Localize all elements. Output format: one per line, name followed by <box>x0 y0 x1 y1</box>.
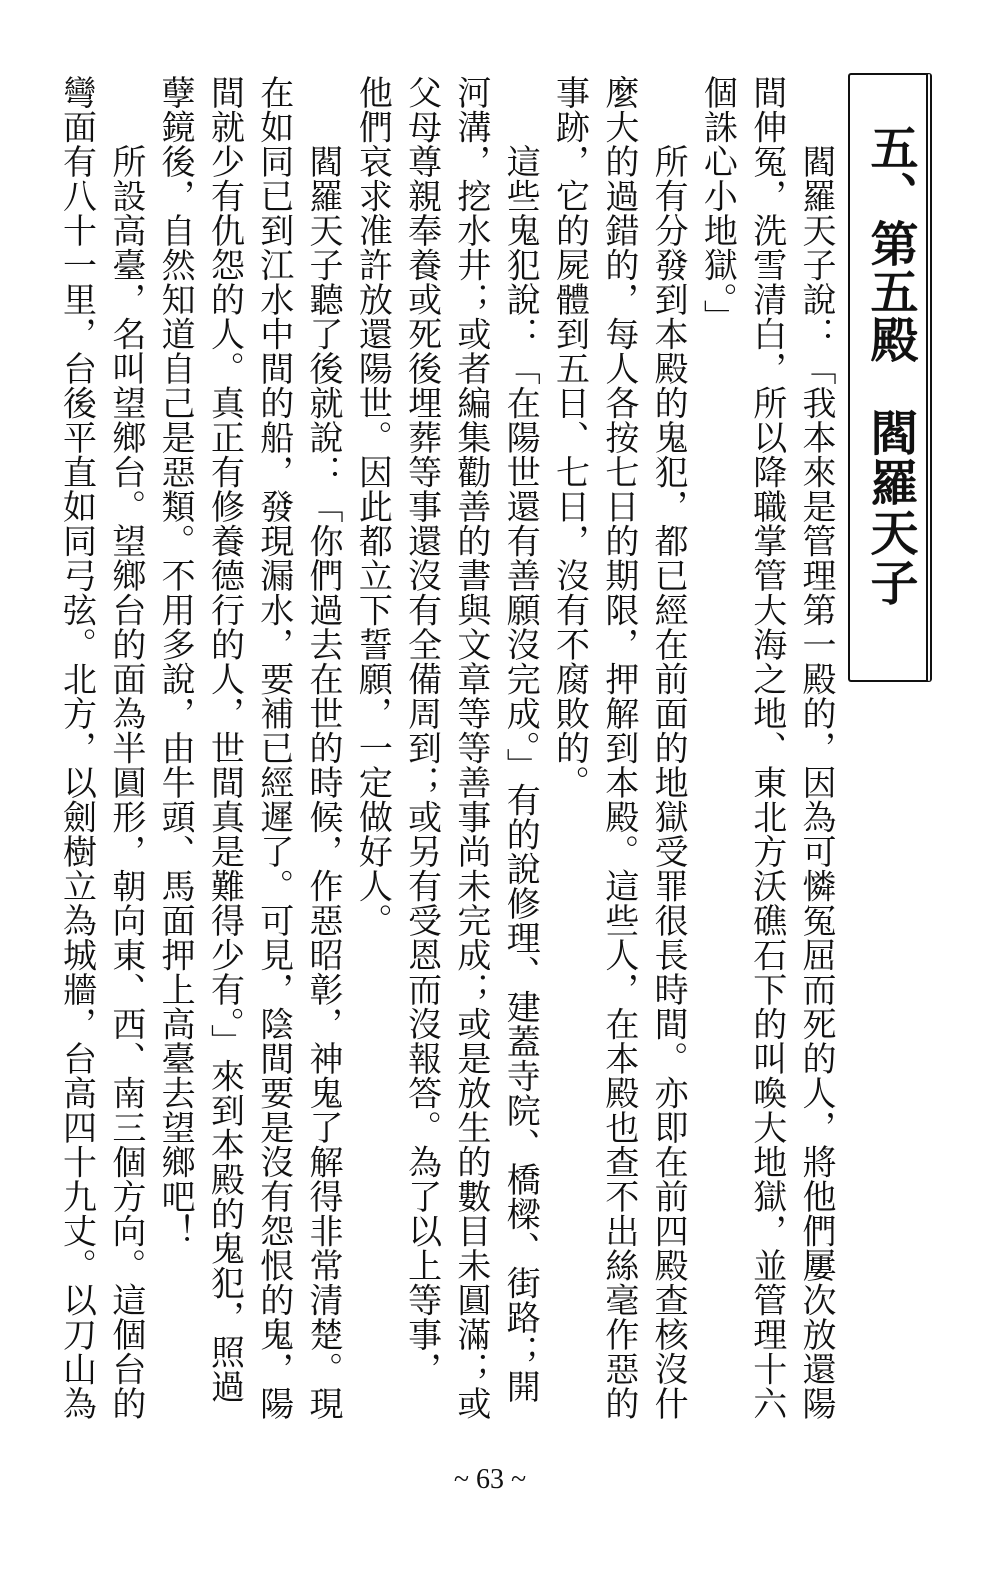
text-column: 孽鏡後，自然知道自己是惡類。不用多說，由牛頭、馬面押上高臺去望鄉吧！ <box>155 75 196 1248</box>
text-column: 這些鬼犯說：「在陽世還有善願沒完成。」有的說修理、建蓋寺院、橋樑、街路；開 <box>500 144 541 1404</box>
text-column: 所有分發到本殿的鬼犯，都已經在前面的地獄受罪很長時間。亦即在前四殿查核沒什 <box>648 144 689 1421</box>
text-column: 間伸冤，洗雪清白，所以降職掌管大海之地、東北方沃礁石下的叫喚大地獄，並管理十六 <box>746 75 787 1421</box>
paragraph-5 <box>51 75 150 1425</box>
chapter-number-title: 五、第五殿 <box>862 123 918 363</box>
body-text <box>50 75 840 1425</box>
paragraph-3 <box>347 75 544 1425</box>
chapter-title-box <box>848 73 932 682</box>
paragraph-4 <box>150 75 347 1425</box>
text-column: 他們哀求准許放還陽世。因此都立下誓願，一定做好人。 <box>352 75 393 938</box>
chapter-name-title: 閻羅天子 <box>862 408 918 608</box>
text-column: 在如同已到江水中間的船，發現漏水，要補已經遲了。可見，陰間要是沒有怨恨的鬼，陽 <box>253 75 294 1421</box>
text-column: 河溝，挖水井；或者編集勸善的書與文章等等善事尚未完成；或是放生的數目未圓滿；或 <box>450 75 491 1421</box>
text-column: 間就少有仇怨的人。真正有修養德行的人，世間真是難得少有。」來到本殿的鬼犯，照過 <box>204 75 245 1404</box>
text-column: 事跡，它的屍體到五日、七日，沒有不腐敗的。 <box>549 75 590 800</box>
page-number: ~ 63 ~ <box>453 1464 527 1495</box>
text-column: 閻羅天子說：「我本來是管理第一殿的，因為可憐冤屈而死的人，將他們屢次放還陽 <box>796 144 836 1421</box>
text-column: 個誅心小地獄。」 <box>697 75 738 334</box>
text-column: 所設高臺，名叫望鄉台。望鄉台的面為半圓形，朝向東、西、南三個方向。這個台的 <box>105 144 146 1421</box>
paragraph-2 <box>544 75 692 1425</box>
text-column: 閻羅天子聽了後就說：「你們過去在世的時候，作惡昭彰，神鬼了解得非常清楚。現 <box>303 144 344 1421</box>
text-column: 麼大的過錯的，每人各按七日的期限，押解到本殿。這些人，在本殿也查不出絲毫作惡的 <box>598 75 639 1421</box>
paragraph-1 <box>692 75 840 1425</box>
text-column: 父母尊親奉養或死後埋葬等事還沒有全備周到；或另有受恩而沒報答。為了以上等事， <box>401 75 442 1386</box>
text-column: 彎面有八十一里，台後平直如同弓弦。北方，以劍樹立為城牆，台高四十九丈。以刀山為 <box>56 75 97 1421</box>
